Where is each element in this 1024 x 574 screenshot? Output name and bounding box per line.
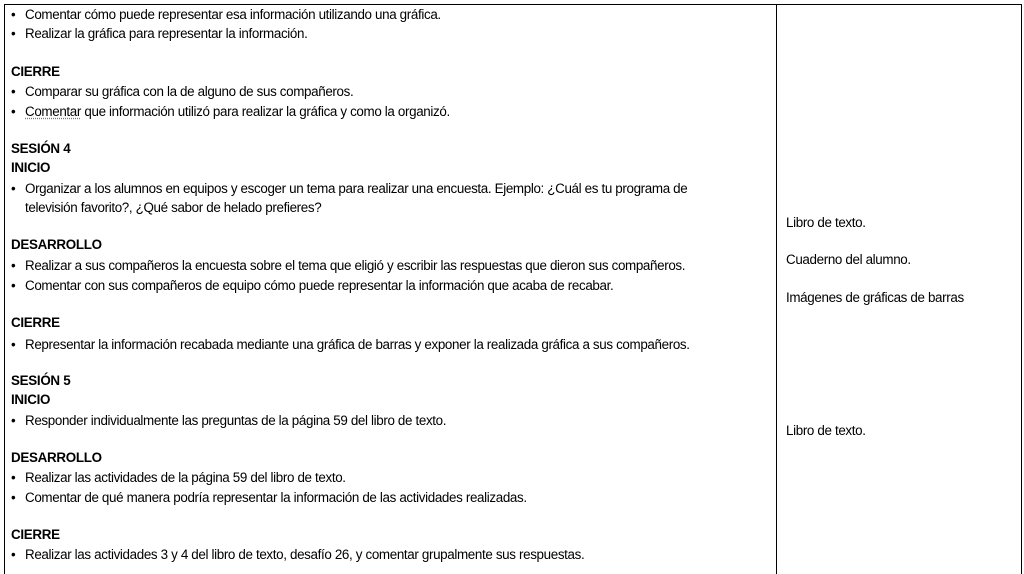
section-heading-cierre: CIERRE (11, 315, 60, 330)
session-title: SESIÓN 4 (11, 141, 71, 156)
bullet: • (11, 413, 16, 428)
bullet: • (11, 26, 16, 41)
item-text: Responder individualmente las preguntas de la página 59 del libro de texto. (25, 413, 447, 428)
item-text: Comentar cómo puede representar esa información utilizando una gráfica. (25, 7, 441, 22)
section-heading-desarrollo: DESARROLLO (11, 237, 102, 252)
section-heading-desarrollo: DESARROLLO (11, 450, 102, 465)
resource-item: Imágenes de gráficas de barras (786, 290, 964, 305)
bullet: • (11, 337, 16, 352)
resource-item: Libro de texto. (786, 423, 866, 438)
bullet: • (11, 7, 16, 22)
bullet: • (11, 181, 16, 196)
item-text: Comparar su gráfica con la de alguno de sus compañeros. (25, 84, 354, 99)
item-text: Realizar la gráfica para representar la información. (25, 26, 308, 41)
bullet: • (11, 278, 16, 293)
bullet: • (11, 84, 16, 99)
item-text: Comentar de qué manera podría representar la información de las actividades realizadas. (25, 490, 527, 505)
section-heading-inicio: INICIO (11, 160, 51, 175)
item-text-rest: que información utilizó para realizar la gráfica y como la organizó. (81, 104, 450, 119)
item-text-continuation: televisión favorito?, ¿Qué sabor de helado prefieres? (25, 200, 322, 215)
bullet: • (11, 104, 16, 119)
column-divider (776, 5, 777, 574)
bullet: • (11, 258, 16, 273)
item-text (25, 104, 450, 120)
session-title: SESIÓN 5 (11, 373, 71, 388)
bullet: • (11, 490, 16, 505)
item-text: Realizar a sus compañeros la encuesta sobre el tema que eligió y escribir las respuestas que dieron sus compañeros. (25, 258, 686, 273)
item-text: Comentar con sus compañeros de equipo cómo puede representar la información que acaba de recabar. (25, 278, 614, 293)
bullet: • (11, 547, 16, 562)
section-heading-cierre: CIERRE (11, 527, 60, 542)
item-text: Realizar las actividades 3 y 4 del libro de texto, desafío 26, y comentar grupalmente sus respuestas. (25, 547, 585, 562)
resource-item: Cuaderno del alumno. (786, 252, 911, 267)
bullet: • (11, 470, 16, 485)
section-heading-inicio: INICIO (11, 392, 51, 407)
section-heading-cierre: CIERRE (11, 64, 60, 79)
lesson-plan-table (4, 4, 1022, 574)
spellcheck-word: Comentar (25, 104, 81, 119)
item-text: Realizar las actividades de la página 59 del libro de texto. (25, 470, 346, 485)
resource-item: Libro de texto. (786, 215, 866, 230)
item-text: Organizar a los alumnos en equipos y escoger un tema para realizar una encuesta. Ejemplo: ¿Cuál es tu programa de (25, 181, 688, 196)
item-text: Representar la información recabada mediante una gráfica de barras y exponer la realizada gráfica a sus compañeros. (25, 337, 690, 352)
